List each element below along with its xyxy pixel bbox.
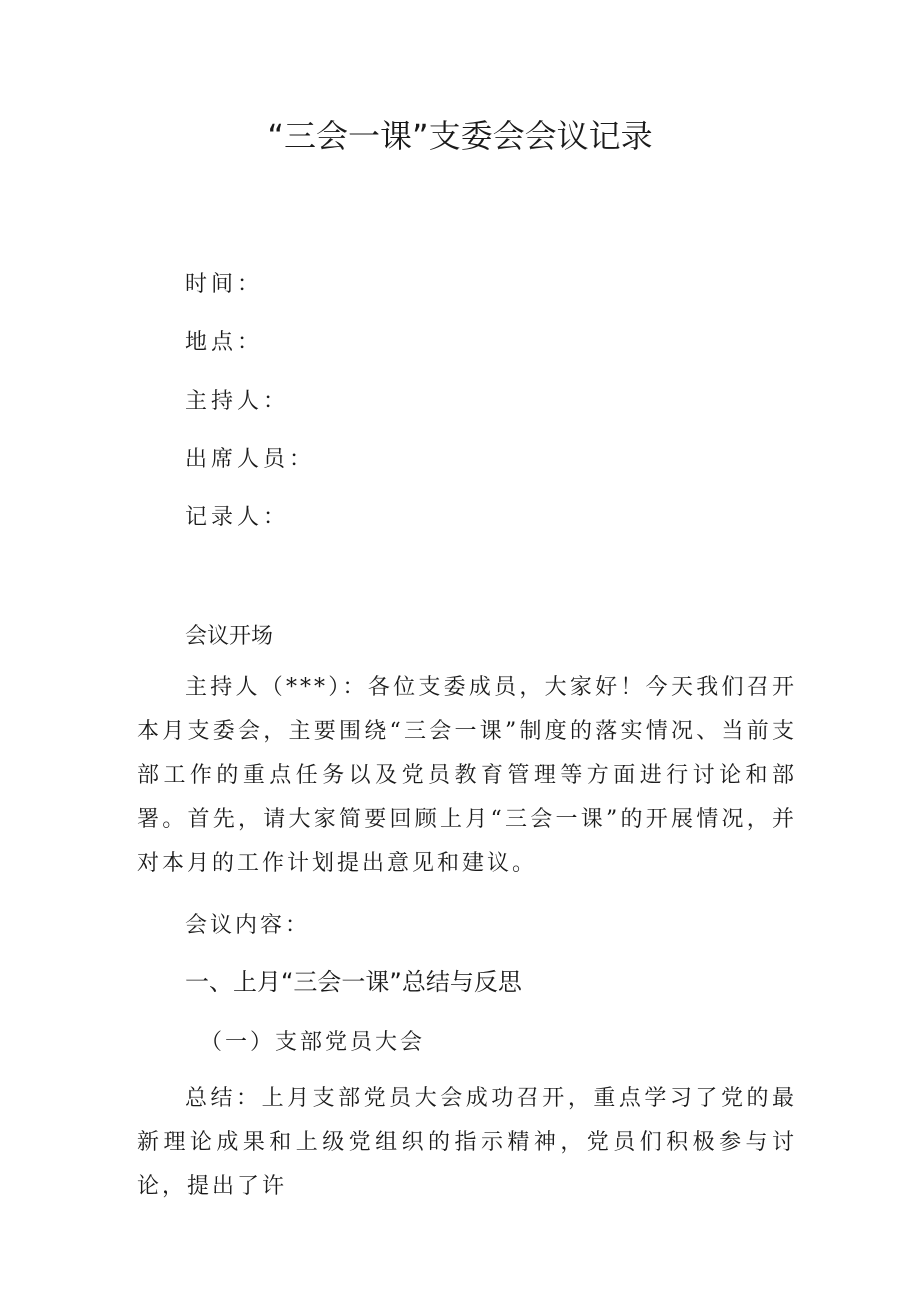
host-field-label: 主持人： [185, 389, 290, 414]
recorder-field-label: 记录人： [185, 505, 290, 530]
time-field-label: 时间： [185, 272, 264, 297]
subsection-one-heading: （一）支部党员大会 [200, 1030, 426, 1055]
section-one-heading: 一、上月“三会一课”总结与反思 [185, 968, 522, 996]
opening-heading: 会议开场 [185, 624, 274, 649]
meeting-content-label: 会议内容： [185, 913, 311, 938]
opening-paragraph: 主持人（***）：各位支委成员，大家好！今天我们召开本月支委会，主要围绕“三会一课”制度的落实情况、当前支部工作的重点任务以及党员教育管理等方面进行讨论和部署。首先，请大家简要回顾上月“三会一课”的开展情况，并对本月的工作计划提出意见和建议。 [137, 675, 797, 876]
attendees-field-label: 出席人员： [185, 447, 316, 472]
summary-paragraph: 总结：上月支部党员大会成功召开，重点学习了党的最新理论成果和上级党组织的指示精神，党员们积极参与讨论，提出了许 [137, 1086, 797, 1199]
place-field-label: 地点： [185, 330, 264, 355]
document-title: “三会一课”支委会会议记录 [267, 117, 653, 155]
